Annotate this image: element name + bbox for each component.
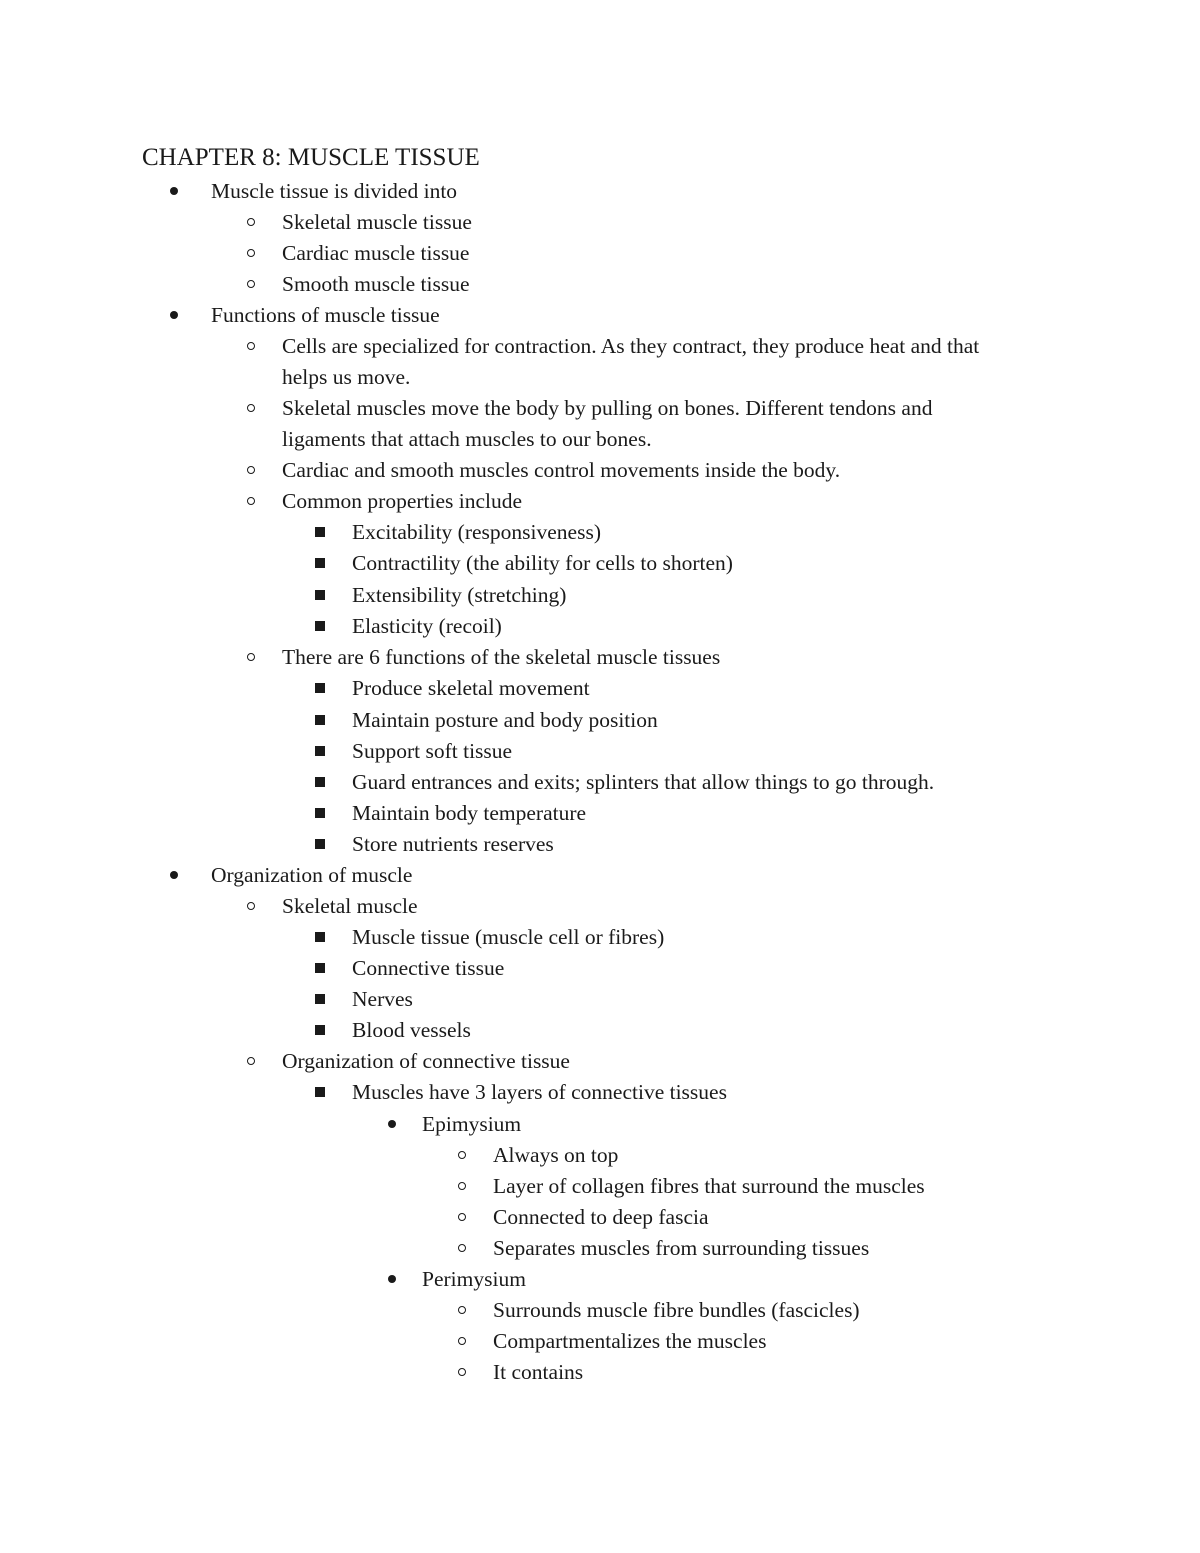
bullet-circle-icon (247, 902, 255, 910)
list-item: Smooth muscle tissue (282, 272, 470, 296)
bullet-square-icon (315, 715, 325, 725)
list-item: Muscle tissue is divided into (211, 179, 458, 203)
list-item: Always on top (493, 1143, 619, 1167)
bullet-square-icon (315, 746, 325, 756)
bullet-circle-icon (247, 280, 255, 288)
list-item: Produce skeletal movement (352, 676, 590, 700)
page-title: CHAPTER 8: MUSCLE TISSUE (142, 144, 480, 171)
bullet-circle-icon (458, 1244, 466, 1252)
list-item: Organization of muscle (211, 863, 413, 887)
bullet-circle-icon (458, 1182, 466, 1190)
list-item: Maintain body temperature (352, 801, 587, 825)
bullet-square-icon (315, 839, 325, 849)
bullet-circle-icon (247, 404, 255, 412)
list-item: Cardiac and smooth muscles control movements inside the body. (282, 458, 841, 482)
bullet-disc-icon (388, 1120, 396, 1128)
list-item: Muscles have 3 layers of connective tissues (352, 1080, 727, 1104)
bullet-circle-icon (458, 1306, 466, 1314)
list-item: Epimysium (422, 1112, 522, 1136)
bullet-square-icon (315, 621, 325, 631)
list-item: Surrounds muscle fibre bundles (fascicles) (493, 1298, 860, 1322)
list-item: Elasticity (recoil) (352, 614, 502, 638)
list-item: Organization of connective tissue (282, 1049, 570, 1073)
bullet-square-icon (315, 932, 325, 942)
bullet-circle-icon (458, 1151, 466, 1159)
list-item: Skeletal muscles move the body by pulling on bones. Different tendons and (282, 396, 933, 420)
bullet-square-icon (315, 683, 325, 693)
bullet-circle-icon (458, 1213, 466, 1221)
bullet-disc-icon (170, 871, 178, 879)
list-item-continuation: ligaments that attach muscles to our bones. (282, 427, 652, 451)
bullet-circle-icon (247, 218, 255, 226)
bullet-disc-icon (388, 1275, 396, 1283)
list-item: Cardiac muscle tissue (282, 241, 470, 265)
list-item: It contains (493, 1360, 584, 1384)
list-item: Guard entrances and exits; splinters that allow things to go through. (352, 770, 935, 794)
list-item: Excitability (responsiveness) (352, 520, 601, 544)
list-item: Nerves (352, 987, 413, 1011)
list-item: There are 6 functions of the skeletal muscle tissues (282, 645, 721, 669)
bullet-square-icon (315, 963, 325, 973)
bullet-square-icon (315, 558, 325, 568)
list-item: Layer of collagen fibres that surround the muscles (493, 1174, 925, 1198)
bullet-square-icon (315, 994, 325, 1004)
list-item: Extensibility (stretching) (352, 583, 567, 607)
bullet-circle-icon (247, 342, 255, 350)
bullet-square-icon (315, 1025, 325, 1035)
bullet-square-icon (315, 808, 325, 818)
list-item: Support soft tissue (352, 739, 513, 763)
bullet-disc-icon (170, 187, 178, 195)
list-item: Perimysium (422, 1267, 526, 1291)
list-item: Skeletal muscle (282, 894, 418, 918)
bullet-square-icon (315, 527, 325, 537)
list-item: Blood vessels (352, 1018, 471, 1042)
list-item: Separates muscles from surrounding tissues (493, 1236, 870, 1260)
bullet-circle-icon (247, 497, 255, 505)
list-item: Maintain posture and body position (352, 708, 658, 732)
list-item: Store nutrients reserves (352, 832, 554, 856)
list-item: Compartmentalizes the muscles (493, 1329, 767, 1353)
list-item: Muscle tissue (muscle cell or fibres) (352, 925, 665, 949)
list-item: Common properties include (282, 489, 523, 513)
bullet-square-icon (315, 777, 325, 787)
list-item-continuation: helps us move. (282, 365, 411, 389)
list-item: Functions of muscle tissue (211, 303, 440, 327)
bullet-disc-icon (170, 311, 178, 319)
bullet-circle-icon (458, 1368, 466, 1376)
bullet-circle-icon (247, 653, 255, 661)
bullet-square-icon (315, 590, 325, 600)
bullet-circle-icon (458, 1337, 466, 1345)
list-item: Cells are specialized for contraction. As they contract, they produce heat and that (282, 334, 980, 358)
list-item: Contractility (the ability for cells to shorten) (352, 551, 733, 575)
bullet-square-icon (315, 1087, 325, 1097)
bullet-circle-icon (247, 249, 255, 257)
bullet-circle-icon (247, 466, 255, 474)
list-item: Connected to deep fascia (493, 1205, 709, 1229)
list-item: Skeletal muscle tissue (282, 210, 472, 234)
bullet-circle-icon (247, 1057, 255, 1065)
list-item: Connective tissue (352, 956, 505, 980)
